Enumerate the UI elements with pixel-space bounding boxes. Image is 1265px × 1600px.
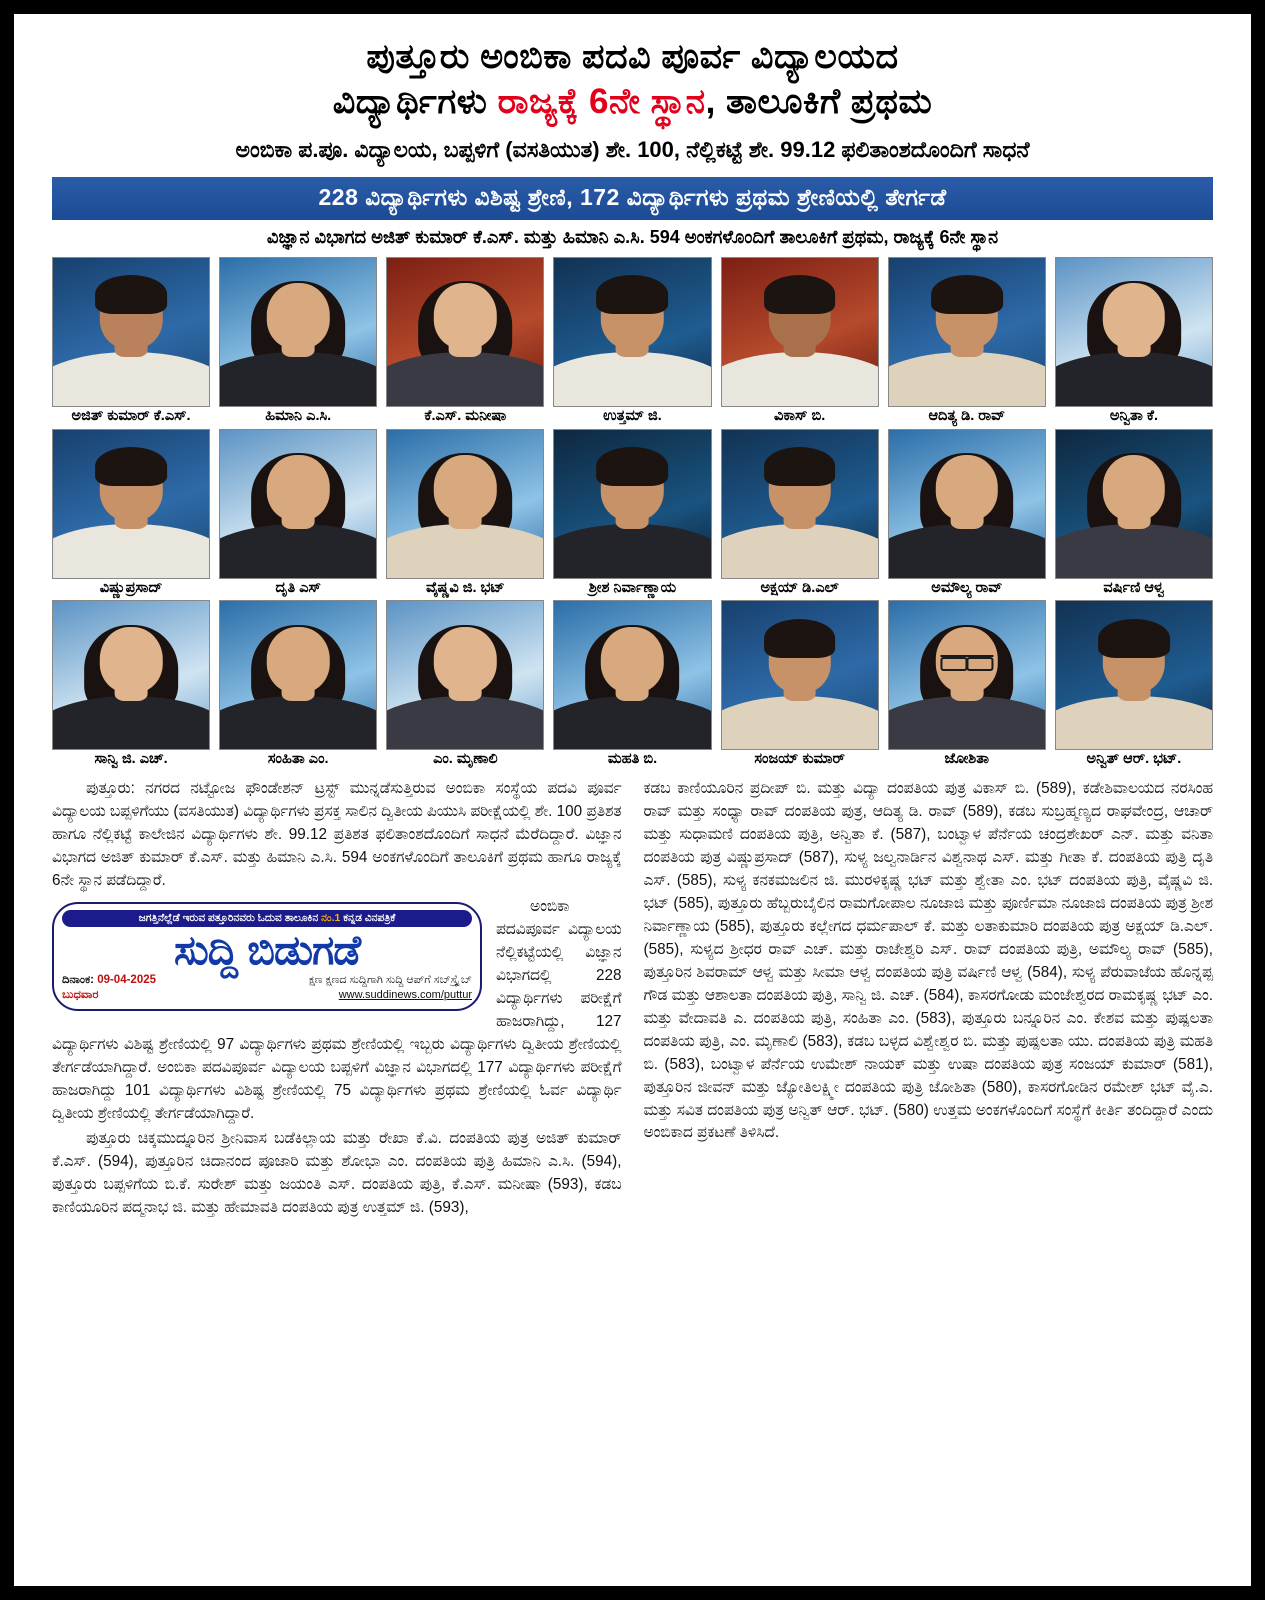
student-name: ಸಾನ್ವಿ ಜಿ. ಎಚ್. <box>94 751 168 768</box>
ad-subscribe-block <box>309 973 472 1003</box>
student-name: ಆದಿತ್ಯ ಡಿ. ರಾವ್ <box>928 407 1006 424</box>
student-name: ಅಕ್ಷಯ್ ಡಿ.ಎಲ್ <box>760 579 839 596</box>
ad-website-link[interactable]: www.suddinews.com/puttur <box>338 988 472 1001</box>
article-body <box>52 778 1213 1223</box>
ad-date-label: ದಿನಾಂಕ: <box>62 974 94 987</box>
student-name: ವರ್ಷಿಣಿ ಆಳ್ವ <box>1103 579 1165 596</box>
student-card <box>219 257 377 425</box>
student-card <box>721 600 879 768</box>
student-card <box>888 257 1046 425</box>
student-photo <box>52 429 210 579</box>
student-name: ಸಂಜಯ್ ಕುಮಾರ್ <box>754 751 845 768</box>
student-photo <box>721 257 879 407</box>
student-name: ಶ್ರೀಶ ನಿರ್ವಾಣ್ಣಾಯ <box>588 579 677 596</box>
student-photo <box>721 600 879 750</box>
student-photo <box>553 600 711 750</box>
student-card <box>721 257 879 425</box>
student-name: ಅನ್ವಿತ್ ಆರ್. ಭಟ್. <box>1086 751 1182 768</box>
ad-tagline-top <box>62 910 472 927</box>
headline-line-1: ಪುತ್ತೂರು ಅಂಬಿಕಾ ಪದವಿ ಪೂರ್ವ ವಿದ್ಯಾಲಯದ <box>366 37 899 76</box>
student-card <box>1055 257 1213 425</box>
ad-top-prefix: ಜಗತ್ತಿನೆಲ್ಲೆಡೆ ಇರುವ ಪತ್ತೂರಿನವರು ಓದುವ ತಾಲೂಕಿನ <box>138 912 322 925</box>
article-column-left <box>52 778 622 1223</box>
student-photo <box>219 257 377 407</box>
student-card <box>52 257 210 425</box>
student-name: ಅನ್ವಿತಾ ಕೆ. <box>1109 407 1158 424</box>
article-paragraph: ಕಡಬ ಕಾಣಿಯೂರಿನ ಪ್ರದೀಪ್ ಬಿ. ಮತ್ತು ವಿದ್ಯಾ ದಂಪತಿಯ ಪುತ್ರ ವಿಕಾಸ್ ಬಿ. (589), ಕಡೇಶಿವಾಲಯದ ನರಸಿಂಹ ರಾವ್ ಮತ್ತು ಸಂಧ್ಯಾ ರಾವ್ ದಂಪತಿಯ ಪುತ್ರ, ಆದಿತ್ಯ ಡಿ. ರಾವ್ (589), ಕಡಬ ಸುಬ್ರಹ್ಮಣ್ಯದ ರಾಘವೇಂದ್ರ, ಆಚಾರ್ ಮತ್ತು ಸುಧಾಮಣಿ ದಂಪತಿಯ ಪುತ್ರಿ, ಅನ್ವಿತಾ ಕೆ. (587), ಬಂಟ್ವಾಳ ಪೆರ್ನೆಯ ಚಂದ್ರಶೇಖರ್ ಎನ್. ಮತ್ತು ವನಿತಾ ದಂಪತಿಯ ಪುತ್ರ ವಿಷ್ಣುಪ್ರಸಾದ್ (587), ಸುಳ್ಯ ಜಲ್ವನಾರ್ಡಿನ ವಿಶ್ವನಾಥ ಎಸ್. ಮತ್ತು ಗೀತಾ ಕೆ. ದಂಪತಿಯ ಪುತ್ರಿ ದೃತಿ ಎಸ್. (585), ಸುಳ್ಯ ಕನಕಮಜಲಿನ ಜಿ. ಮುರಳಿಕೃಷ್ಣ ಭಟ್ ಮತ್ತು ಶ್ವೇತಾ ಎಂ. ಭಟ್ ದಂಪತಿಯ ಪುತ್ರಿ, ವೈಷ್ಣವಿ ಜಿ. ಭಟ್ (585), ಪುತ್ತೂರು ಹೆಬ್ಬರುಬೈಲಿನ ರಾಮಗೋಪಾಲ ನೂಜಾಜಿ ಮತ್ತು ಪೂರ್ಣಿಮಾ ನೂಜಾಜಿ ದಂಪತಿಯ ಪುತ್ರ ಶ್ರೀಶ ನಿರ್ವಾಣ್ಣಾಯ (585), ಪುತ್ತೂರು ಕಲ್ಲೇಗದ ಧರ್ಮಪಾಲ್ ಕೆ. ಮತ್ತು ಲತಾಕುಮಾರಿ ದಂಪತಿಯ ಪುತ್ರ ಅಕ್ಷಯ್ ಡಿ.ಎಲ್. (585), ಸುಳ್ಯದ ಶ್ರೀಧರ ರಾವ್ ಎಚ್. ಮತ್ತು ರಾಜೇಶ್ವರಿ ಎಸ್. ರಾವ್ ದಂಪತಿಯ ಪುತ್ರಿ, ಅಮೌಲ್ಯ ರಾವ್ (585), ಪುತ್ತೂರಿನ ಶಿವರಾಮ್ ಆಳ್ವ ಮತ್ತು ಸೀಮಾ ಆಳ್ವ ದಂಪತಿಯ ಪುತ್ರಿ ವರ್ಷಿಣಿ ಆಳ್ವ (584), ಸುಳ್ಯ ಪೆರುವಾಜೆಯ ಹೊನ್ನಪ್ಪ ಗೌಡ ಮತ್ತು ಆಶಾಲತಾ ದಂಪತಿಯ ಪುತ್ರಿ, ಸಾನ್ವಿ ಜಿ. ಎಚ್. (584), ಕಾಸರಗೋಡು ಮಂಜೇಶ್ವರದ ರಾಮಕೃಷ್ಣ ಭಟ್ ಎಂ. ಮತ್ತು ವೇದಾವತಿ ಎ. ದಂಪತಿಯ ಪುತ್ರಿ, ಸಂಹಿತಾ ಎಂ. (583), ಪುತ್ತೂರು ಬನ್ನೂರಿನ ಎಂ. ಕೇಶವ ಮತ್ತು ಪುಷ್ಪಲತಾ ದಂಪತಿಯ ಪುತ್ರಿ, ಎಂ. ಮೃಣಾಲಿ (583), ಕಡಬ ಬಳ್ಳದ ವಿಶ್ವೇಶ್ವರ ಬಿ. ಮತ್ತು ಪುಷ್ಪಲತಾ ಯು. ದಂಪತಿಯ ಪುತ್ರಿ ಮಹತಿ ಬಿ. (583), ಬಂಟ್ವಾಳ ಪೆರ್ನೆಯ ಉಮೇಶ್ ನಾಯಕ್ ಮತ್ತು ಉಷಾ ದಂಪತಿಯ ಪುತ್ರ ಸಂಜಯ್ ಕುಮಾರ್ (581), ಪುತ್ತೂರಿನ ಜೀವನ್ ಮತ್ತು ಜ್ಯೋತಿಲಕ್ಷ್ಮೀ ದಂಪತಿಯ ಪುತ್ರಿ ಜೋಶಿತಾ (580), ಕಾಸರಗೋಡಿನ ರಮೇಶ್ ಭಟ್ ವೈ.ಎ. ಮತ್ತು ಸವಿತ ದಂಪತಿಯ ಪುತ್ರ ಅನ್ವಿತ್ ಆರ್. ಭಟ್. (580) ಉತ್ತಮ ಅಂಕಗಳೊಂದಿಗೆ ಸಂಸ್ಥೆಗೆ ಕೀರ್ತಿ ತಂದಿದ್ದಾರೆ ಎಂದು ಅಂಬಿಕಾದ ಪ್ರಕಟಣೆ ತಿಳಿಸಿದೆ. <box>643 780 1213 1142</box>
student-photo <box>888 429 1046 579</box>
student-card <box>386 257 544 425</box>
headline-line-3: ಅಂಬಿಕಾ ಪ.ಪೂ. ವಿದ್ಯಾಲಯ, ಬಪ್ಪಳಿಗೆ (ವಸತಿಯುತ) ಶೇ. 100, ನೆಲ್ಲಿಕಟ್ಟೆ ಶೇ. 99.12 ಫಲಿತಾಂಶದೊಂದಿಗೆ ಸಾಧನೆ <box>235 136 1030 162</box>
ad-date-value: 09-04-2025 <box>97 974 157 987</box>
student-photo <box>386 257 544 407</box>
article-paragraph: ಅಂಬಿಕಾ ಪದವಿಪೂರ್ವ ವಿದ್ಯಾಲಯ ನೆಲ್ಲಿಕಟ್ಟೆಯಲ್ಲಿ ವಿಜ್ಞಾನ ವಿಭಾಗದಲ್ಲಿ 228 ವಿದ್ಯಾರ್ಥಿಗಳು ಪರೀಕ್ಷೆಗೆ ಹಾಜರಾಗಿದ್ದು, 127 ವಿದ್ಯಾರ್ಥಿಗಳು ವಿಶಿಷ್ಟ ಶ್ರೇಣಿಯಲ್ಲಿ 97 ವಿದ್ಯಾರ್ಥಿಗಳು ಪ್ರಥಮ ಶ್ರೇಣಿಯಲ್ಲಿ ಇಬ್ಬರು ವಿದ್ಯಾರ್ಥಿಗಳು ದ್ವಿತೀಯ ಶ್ರೇಣಿಯಲ್ಲಿ ತೇರ್ಗಡೆಯಾಗಿದ್ದಾರೆ. ಅಂಬಿಕಾ ಪದವಿಪೂರ್ವ ವಿದ್ಯಾಲಯ ಬಪ್ಪಳಿಗೆ ವಿಜ್ಞಾನ ವಿಭಾಗದಲ್ಲಿ 177 ವಿದ್ಯಾರ್ಥಿಗಳು ಪರೀಕ್ಷೆಗೆ ಹಾಜರಾಗಿದ್ದು 101 ವಿದ್ಯಾರ್ಥಿಗಳು ವಿಶಿಷ್ಟ ಶ್ರೇಣಿಯಲ್ಲಿ 75 ವಿದ್ಯಾರ್ಥಿಗಳು ಪ್ರಥಮ ಶ್ರೇಣಿಯಲ್ಲಿ ಓರ್ವ ವಿದ್ಯಾರ್ಥಿ ದ್ವಿತೀಯ ಶ್ರೇಣಿಯಲ್ಲಿ ತೇರ್ಗಡೆಯಾಗಿದ್ದಾರೆ. <box>52 898 622 1122</box>
student-card <box>219 429 377 597</box>
student-card <box>1055 600 1213 768</box>
student-photo <box>888 257 1046 407</box>
headline-line2-part2: , ತಾಲೂಕಿಗೆ ಪ್ರಥಮ <box>705 82 933 122</box>
student-name: ದೃತಿ ಎಸ್ <box>275 579 321 596</box>
student-card <box>721 429 879 597</box>
ad-day: ಬುಧವಾರ <box>62 989 99 1002</box>
newspaper-page <box>14 14 1251 1586</box>
student-card <box>553 600 711 768</box>
glasses-icon <box>940 655 993 667</box>
student-photo <box>1055 429 1213 579</box>
headline-line-2 <box>52 81 1213 122</box>
ad-date-block <box>62 973 156 1003</box>
student-photo <box>1055 257 1213 407</box>
ad-box <box>52 902 482 1011</box>
toppers-subline: ವಿಜ್ಞಾನ ವಿಭಾಗದ ಅಜಿತ್ ಕುಮಾರ್ ಕೆ.ಎಸ್. ಮತ್ತು ಹಿಮಾನಿ ಎ.ಸಿ. 594 ಅಂಕಗಳೊಂದಿಗೆ ತಾಲೂಕಿಗೆ ಪ್ರಥಮ, ರಾಜ್ಯಕ್ಕೆ 6ನೇ ಸ್ಥಾನ <box>266 226 999 247</box>
results-banner: 228 ವಿದ್ಯಾರ್ಥಿಗಳು ವಿಶಿಷ್ಟ ಶ್ರೇಣಿ, 172 ವಿದ್ಯಾರ್ಥಿಗಳು ಪ್ರಥಮ ಶ್ರೇಣಿಯಲ್ಲಿ ತೇರ್ಗಡೆ <box>52 177 1213 220</box>
student-card <box>553 257 711 425</box>
student-photo <box>553 429 711 579</box>
student-card <box>888 429 1046 597</box>
ad-top-suffix: ಕನ್ನಡ ವಿನಪತ್ರಿಕೆ <box>340 912 396 925</box>
page-content <box>14 14 1251 1586</box>
student-photo <box>553 257 711 407</box>
student-name: ಮಹತಿ ಬಿ. <box>607 751 658 768</box>
student-card <box>553 429 711 597</box>
ad-logo-text: ಸುದ್ದಿ ಬಿಡುಗಡೆ <box>173 927 361 974</box>
student-name: ವಿಕಾಸ್ ಬಿ. <box>774 407 826 424</box>
student-name: ವಿಷ್ಣುಪ್ರಸಾದ್ <box>99 579 163 596</box>
headline-highlight-rank: ರಾಜ್ಯಕ್ಕೆ 6ನೇ ಸ್ಥಾನ <box>497 82 706 122</box>
student-photo <box>52 600 210 750</box>
student-photo <box>219 600 377 750</box>
article-paragraph: ಪುತ್ತೂರು ಚಿಕ್ಕಮುದ್ನೂರಿನ ಶ್ರೀನಿವಾಸ ಬಡೆಕಿಲ್ಲಾಯ ಮತ್ತು ರೇಖಾ ಕೆ.ವಿ. ದಂಪತಿಯ ಪುತ್ರ ಅಜಿತ್ ಕುಮಾರ್ ಕೆ.ಎಸ್. (594), ಪುತ್ತೂರಿನ ಚಿದಾನಂದ ಪೂಜಾರಿ ಮತ್ತು ಶೋಭಾ ಎಂ. ದಂಪತಿಯ ಪುತ್ರಿ ಹಿಮಾನಿ ಎ.ಸಿ. (594), ಪುತ್ತೂರು ಬಪ್ಪಳಿಗೆಯ ಬಿ.ಕೆ. ಸುರೇಶ್ ಮತ್ತು ಜಯಂತಿ ಎಸ್. ದಂಪತಿಯ ಪುತ್ರಿ, ಕೆ.ಎಸ್. ಮನೀಷಾ (593), ಕಡಬ ಕಾಣಿಯೂರಿನ ಪದ್ಮನಾಭ ಜಿ. ಮತ್ತು ಹೇಮಾವತಿ ದಂಪತಿಯ ಪುತ್ರ ಉತ್ತಮ್ ಜಿ. (593), <box>52 1130 622 1217</box>
student-photo <box>721 429 879 579</box>
student-card <box>888 600 1046 768</box>
student-card <box>386 429 544 597</box>
student-photo <box>1055 600 1213 750</box>
suddi-bidugade-ad <box>52 902 482 1011</box>
student-photo <box>52 257 210 407</box>
student-name: ಅಜಿತ್ ಕುಮಾರ್ ಕೆ.ಎಸ್. <box>71 407 191 424</box>
student-name: ವೈಷ್ಣವಿ ಜಿ. ಭಟ್ <box>426 579 505 596</box>
student-card <box>52 600 210 768</box>
student-name: ಅಮೌಲ್ಯ ರಾವ್ <box>931 579 1003 596</box>
student-name: ಜೋಶಿತಾ <box>944 751 990 768</box>
student-photo <box>386 429 544 579</box>
students-photo-grid <box>52 257 1213 769</box>
article-paragraph: ಪುತ್ತೂರು: ನಗರದ ನಟ್ಟೋಜ ಫೌಂಡೇಶನ್ ಟ್ರಸ್ಟ್ ಮುನ್ನಡೆಸುತ್ತಿರುವ ಅಂಬಿಕಾ ಸಂಸ್ಥೆಯ ಪದವಿ ಪೂರ್ವ ವಿದ್ಯಾಲಯ ಬಪ್ಪಳಿಗೆಯು (ವಸತಿಯುತ) ವಿದ್ಯಾರ್ಥಿಗಳು ಪ್ರಸಕ್ತ ಸಾಲಿನ ದ್ವಿತೀಯ ಪಿಯುಸಿ ಪರೀಕ್ಷೆಯಲ್ಲಿ ಶೇ. 100 ಪ್ರತಿಶತ ಹಾಗೂ ನೆಲ್ಲಿಕಟ್ಟೆ ಕಾಲೇಜಿನ ವಿದ್ಯಾರ್ಥಿಗಳು ಶೇ. 99.12 ಪ್ರತಿಶತ ಫಲಿತಾಂಶದೊಂದಿಗೆ ಸಾಧನೆ ಮೆರೆದಿದ್ದಾರೆ. ವಿಜ್ಞಾನ ವಿಭಾಗದ ಅಜಿತ್ ಕುಮಾರ್ ಕೆ.ಎಸ್. ಮತ್ತು ಹಿಮಾನಿ ಎ.ಸಿ. 594 ಅಂಕಗಳೊಂದಿಗೆ ತಾಲೂಕಿಗೆ ಪ್ರಥಮ ಹಾಗೂ ರಾಜ್ಯಕ್ಕೆ 6ನೇ ಸ್ಥಾನ ಪಡೆದಿದ್ದಾರೆ. <box>52 780 622 890</box>
student-card <box>52 429 210 597</box>
student-name: ಹಿಮಾನಿ ಎ.ಸಿ. <box>265 407 332 424</box>
student-name: ಉತ್ತಮ್ ಜಿ. <box>603 407 662 424</box>
ad-tagline-2: ಆಪ್‌ಗೆ ಸಬ್‌ಸ್ಕ್ರೈಬ್ <box>406 974 472 987</box>
ad-footer <box>62 973 472 1003</box>
article-column-right <box>644 778 1214 1223</box>
student-card <box>1055 429 1213 597</box>
student-name: ಕೆ.ಎಸ್. ಮನೀಷಾ <box>424 407 507 424</box>
ad-top-rank: ನಂ.1 <box>321 912 341 925</box>
student-name: ಸಂಹಿತಾ ಎಂ. <box>267 751 329 768</box>
ad-tagline: ಕ್ಷಣ ಕ್ಷಣದ ಸುದ್ದಿಗಾಗಿ ಸುದ್ದಿ <box>308 974 404 987</box>
student-card <box>386 600 544 768</box>
student-photo <box>888 600 1046 750</box>
student-name: ಎಂ. ಮೃಣಾಲಿ <box>433 751 498 768</box>
student-photo <box>219 429 377 579</box>
headline-line2-part1: ವಿದ್ಯಾರ್ಥಿಗಳು <box>332 82 498 122</box>
student-photo <box>386 600 544 750</box>
student-card <box>219 600 377 768</box>
